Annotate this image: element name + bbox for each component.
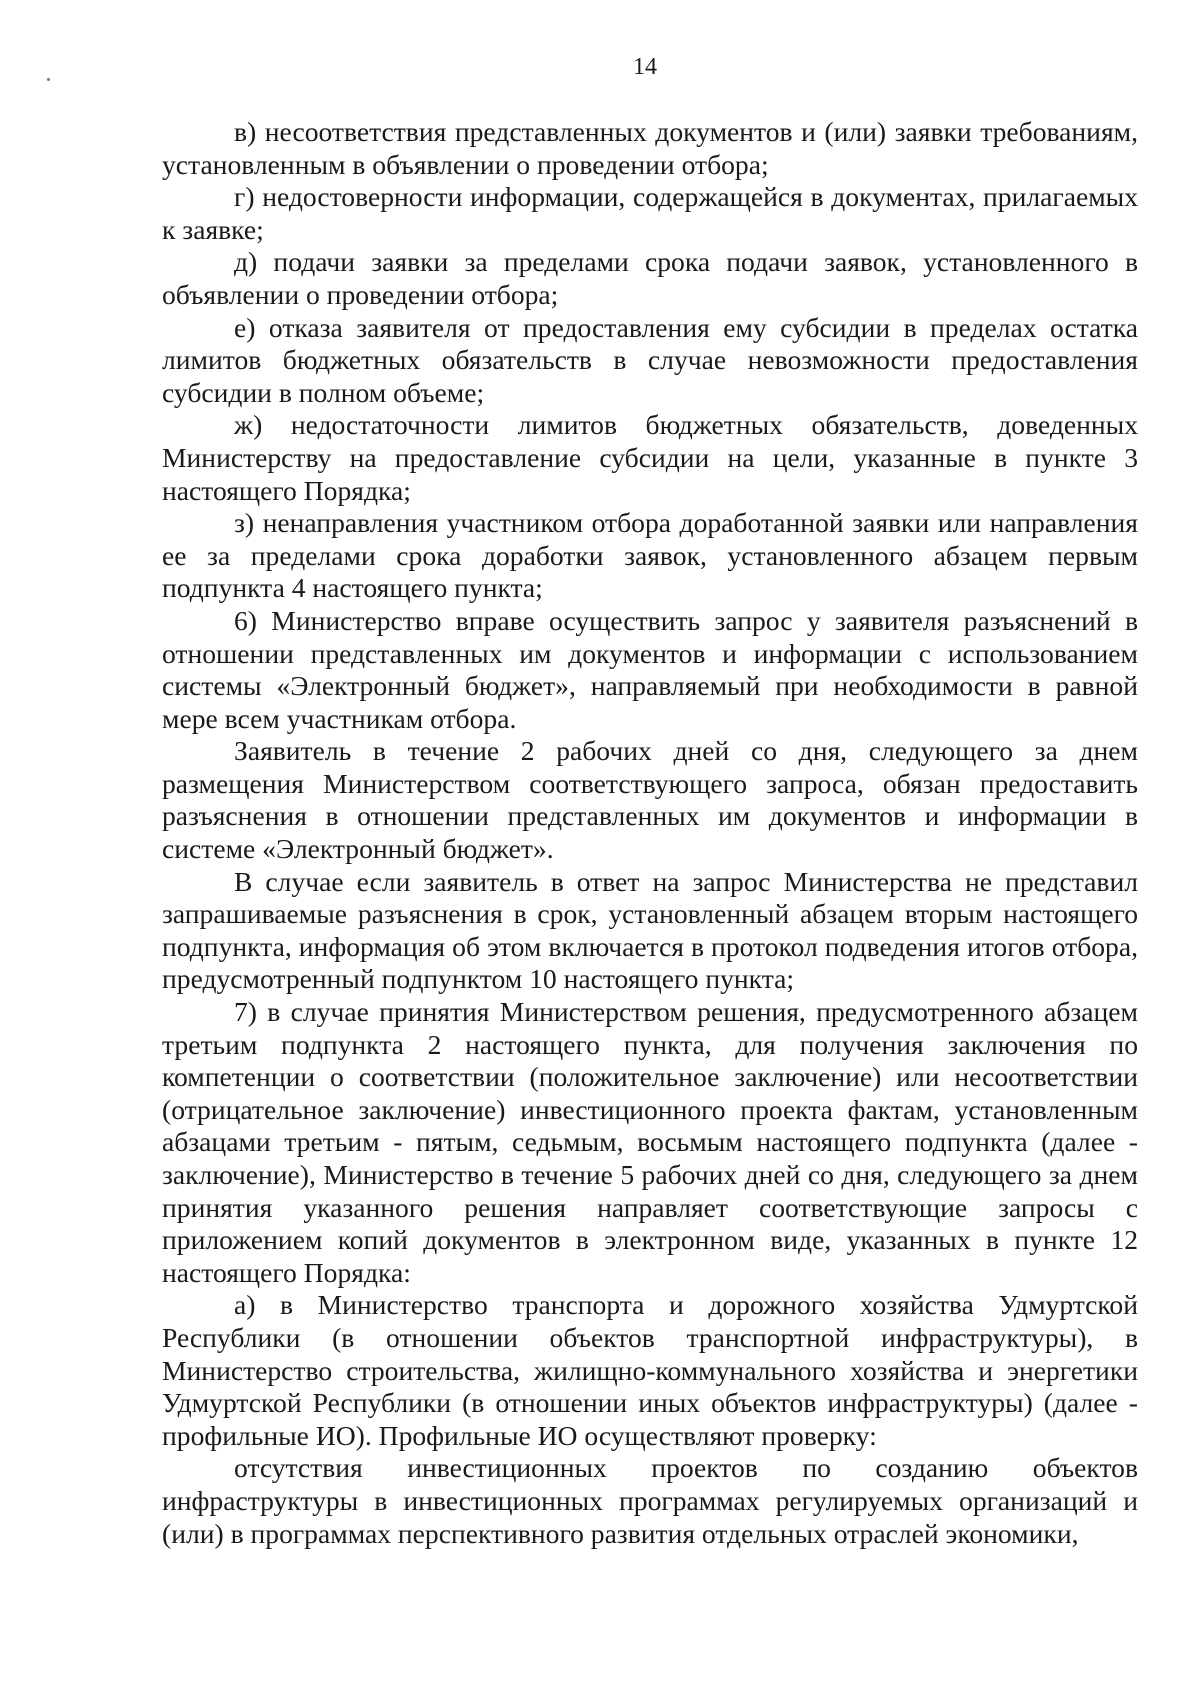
paragraph-g: г) недостоверности информации, содержащейся в документах, прилагаемых к заявке; (162, 181, 1138, 245)
paragraph-6: 6) Министерство вправе осуществить запрос у заявителя разъяснений в отношении представленных им документов и информации с использованием системы «Электронный бюджет», направляемый при необходимости в равной мере всем участникам отбора. (162, 604, 1138, 734)
paragraph-e: е) отказа заявителя от предоставления ему субсидии в пределах остатка лимитов бюджетных обязательств в случае невозможности предоставления субсидии в полном объеме; (162, 311, 1138, 408)
paragraph-d: д) подачи заявки за пределами срока подачи заявок, установленного в объявлении о проведении отбора; (162, 246, 1138, 310)
paragraph-7: 7) в случае принятия Министерством решения, предусмотренного абзацем третьим подпункта 2 настоящего пункта, для получения заключения по компетенции о соответствии (положительное заключение) или несоответствии (отрицательное заключение) инвестиционного проекта фактам, установленным абзацами третьим - пятым, седьмым, восьмым настоящего подпункта (далее - заключение), Министерство в течение 5 рабочих дней со дня, следующего за днем принятия указанного решения направляет соответствующие запросы с приложением копий документов в электронном виде, указанных в пункте 12 настоящего Порядка: (162, 996, 1138, 1288)
paragraph-if-not-provided: В случае если заявитель в ответ на запрос Министерства не представил запрашиваемые разъяснения в срок, установленный абзацем вторым настоящего подпункта, информация об этом включается в протокол подведения итогов отбора, предусмотренный подпунктом 10 настоящего пункта; (162, 865, 1138, 995)
document-body (162, 116, 1138, 1550)
paragraph-absence: отсутствия инвестиционных проектов по созданию объектов инфраструктуры в инвестиционных программах регулируемых организаций и (или) в программах перспективного развития отдельных отраслей экономики, (162, 1452, 1138, 1549)
paragraph-zh: ж) недостаточности лимитов бюджетных обязательств, доведенных Министерству на предоставление субсидии на цели, указанные в пункте 3 настоящего Порядка; (162, 409, 1138, 506)
page-number: 14 (633, 54, 657, 80)
paragraph-a: а) в Министерство транспорта и дорожного хозяйства Удмуртской Республики (в отношении объектов транспортной инфраструктуры), в Министерство строительства, жилищно-коммунального хозяйства и энергетики Удмуртской Республики (в отношении иных объектов инфраструктуры) (далее - профильные ИО). Профильные ИО осуществляют проверку: (162, 1289, 1138, 1451)
paragraph-z: з) ненаправления участником отбора доработанной заявки или направления ее за пределами срока доработки заявок, установленного абзацем первым подпункта 4 настоящего пункта; (162, 507, 1138, 604)
paragraph-applicant: Заявитель в течение 2 рабочих дней со дня, следующего за днем размещения Министерством соответствующего запроса, обязан предоставить разъяснения в отношении представленных им документов и информации в системе «Электронный бюджет». (162, 735, 1138, 865)
paragraph-v: в) несоответствия представленных документов и (или) заявки требованиям, установленным в объявлении о проведении отбора; (162, 116, 1138, 180)
